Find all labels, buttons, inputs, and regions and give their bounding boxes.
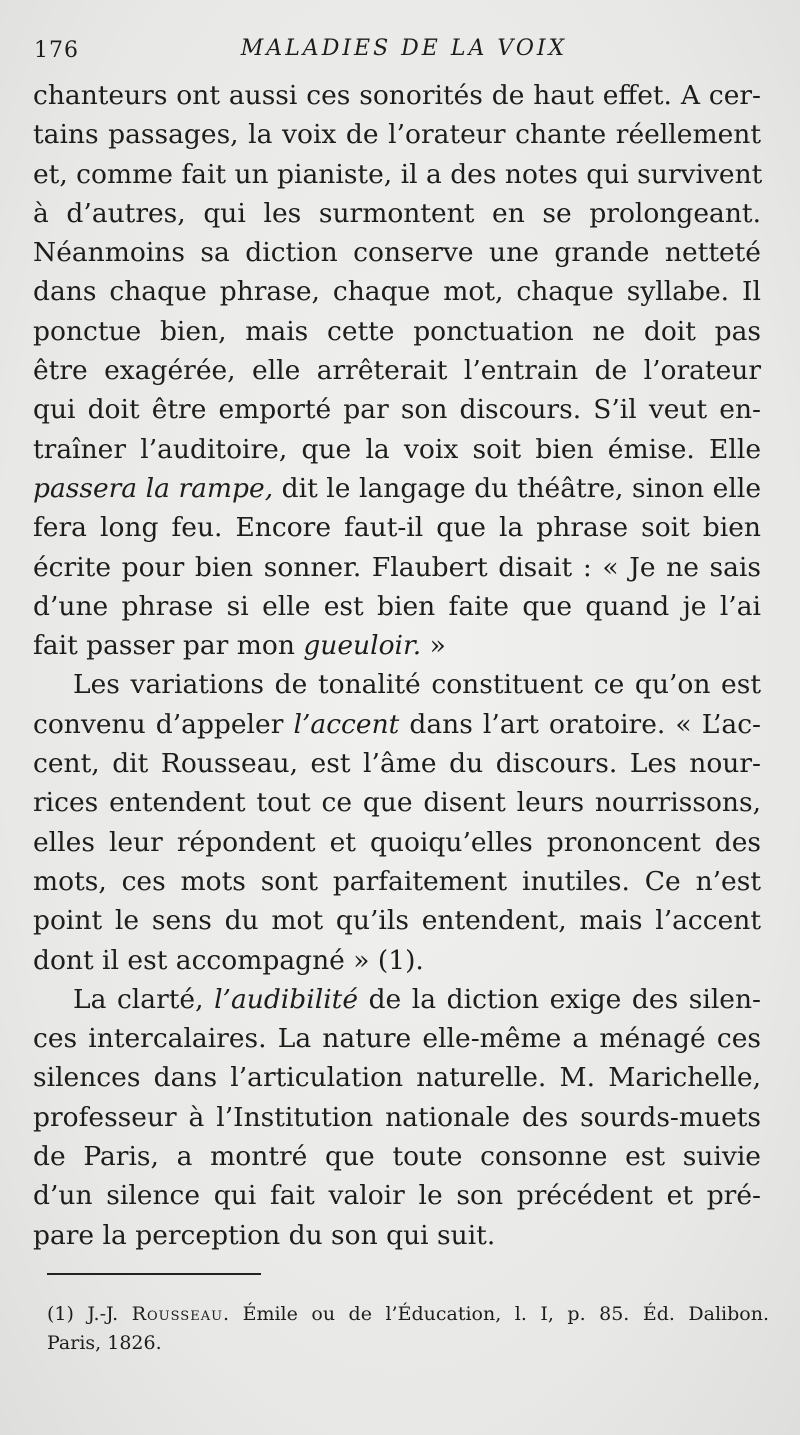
footnote-author: Rousseau xyxy=(131,1303,224,1325)
text-line: tains passages, la voix de l’orateur chante réellement xyxy=(33,119,761,151)
text-line: elles leur répondent et quoiqu’elles prononcent des xyxy=(33,826,761,858)
footnote-line xyxy=(47,1300,769,1329)
text-line: de Paris, a montré que toute consonne est suivie xyxy=(33,1141,761,1173)
text-line: point le sens du mot qu’ils entendent, mais l’accent xyxy=(33,905,761,937)
text-fragment: de la diction exige des silen- xyxy=(358,983,761,1015)
italic-word: l’accent xyxy=(293,708,400,740)
running-title: MALADIES DE LA VOIX xyxy=(240,36,568,61)
text-line: d’un silence qui fait valoir le son précédent et pré- xyxy=(33,1180,761,1212)
text-fragment: fait passer par mon xyxy=(33,630,304,662)
text-line: à d’autres, qui les surmontent en se prolongeant. xyxy=(33,197,761,229)
text-line xyxy=(33,980,761,1019)
text-line: Néanmoins sa diction conserve une grande netteté xyxy=(33,237,761,269)
text-line: chanteurs ont aussi ces sonorités de haut effet. A cer- xyxy=(33,80,761,111)
text-line: fera long feu. Encore faut-il que la phrase soit bien xyxy=(33,512,761,544)
text-line: qui doit être emporté par son discours. S’il veut en- xyxy=(33,394,761,426)
text-fragment: dit le langage du théâtre, sinon elle xyxy=(273,472,761,504)
text-line: ponctue bien, mais cette ponctuation ne doit pas xyxy=(33,315,761,347)
italic-word: l’audibilité xyxy=(214,983,359,1015)
footnote-marker: (1) J.-J. xyxy=(47,1303,132,1325)
running-head xyxy=(34,36,774,66)
footnote-rule xyxy=(47,1273,261,1275)
text-line: dans chaque phrase, chaque mot, chaque syllabe. Il xyxy=(33,276,761,308)
text-line xyxy=(33,469,761,508)
text-fragment: dans l’art oratoire. « L’ac- xyxy=(399,708,762,740)
text-line: cent, dit Rousseau, est l’âme du discours. Les nour- xyxy=(33,748,761,780)
footnote xyxy=(47,1300,769,1358)
text-line: être exagérée, elle arrêterait l’entrain de l’orateur xyxy=(33,355,761,387)
text-line: dont il est accompagné » (1). xyxy=(33,944,424,976)
text-line: d’une phrase si elle est bien faite que quand je l’ai xyxy=(33,590,761,622)
text-fragment: convenu d’appeler xyxy=(33,708,294,740)
page-number: 176 xyxy=(34,38,79,63)
footnote-citation: . Émile ou de l’Éducation, l. I, p. 85. Éd. Dalibon. xyxy=(223,1303,769,1325)
footnote-line: Paris, 1826. xyxy=(47,1332,162,1354)
text-line: professeur à l’Institution nationale des sourds-muets xyxy=(33,1101,761,1133)
text-line xyxy=(33,705,761,744)
text-line: mots, ces mots sont parfaitement inutiles. Ce n’est xyxy=(33,865,761,897)
text-line: pare la perception du son qui suit. xyxy=(33,1219,496,1251)
text-line xyxy=(33,626,761,665)
text-fragment: La clarté, xyxy=(73,983,215,1015)
text-line: traîner l’auditoire, que la voix soit bien émise. Elle xyxy=(33,433,761,465)
text-line: ces intercalaires. La nature elle-même a ménagé ces xyxy=(33,1023,761,1055)
italic-phrase: passera la rampe, xyxy=(33,472,274,504)
italic-word: gueuloir. xyxy=(303,630,422,662)
text-line: rices entendent tout ce que disent leurs nourrissons, xyxy=(33,787,761,819)
body-text xyxy=(33,76,761,1255)
text-line: écrite pour bien sonner. Flaubert disait : « Je ne sais xyxy=(33,551,761,583)
text-line: silences dans l’articulation naturelle. M. Marichelle, xyxy=(33,1062,761,1094)
text-line: Les variations de tonalité constituent ce qu’on est xyxy=(73,669,761,701)
text-fragment: » xyxy=(421,630,446,662)
text-line: et, comme fait un pianiste, il a des notes qui survivent xyxy=(33,158,763,190)
